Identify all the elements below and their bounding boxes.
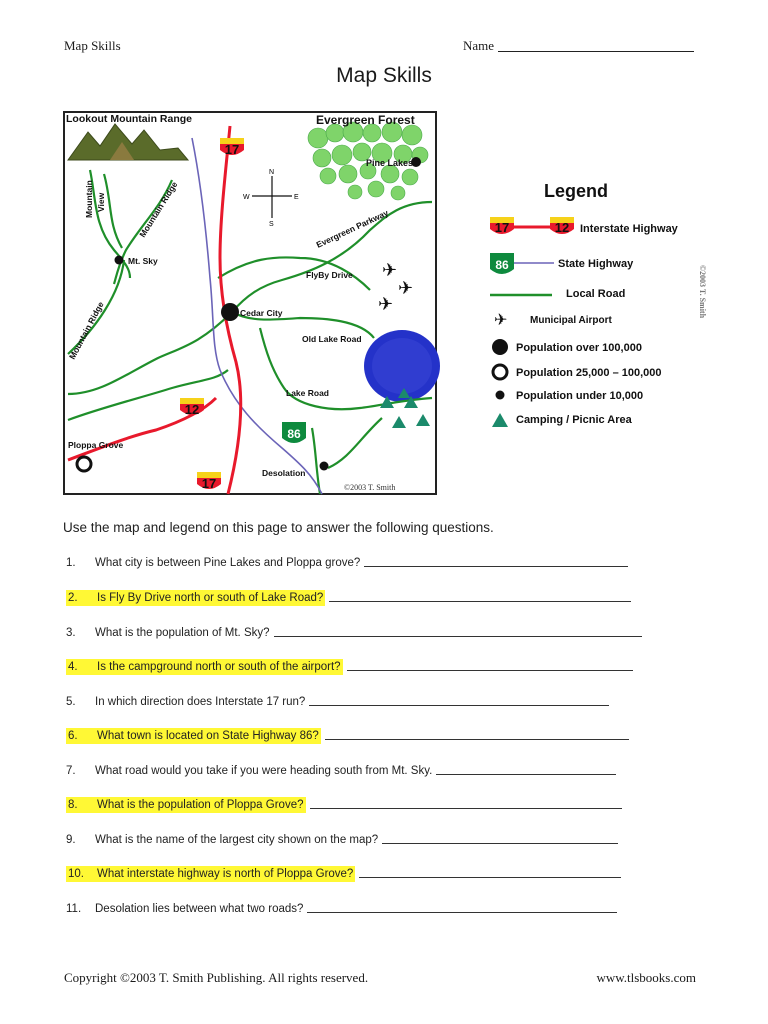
compass-e: E [294,194,299,201]
page-title: Map Skills [336,64,432,87]
svg-text:86: 86 [495,258,509,272]
label-mt-sky: Mt. Sky [128,256,158,266]
question-8: 8. What is the population of Ploppa Grove? [66,798,622,811]
legend-pop-medium-dot [493,365,507,379]
legend-airport-icon: ✈ [494,312,508,329]
label-lake-road: Lake Road [286,388,329,398]
legend-interstate-12-shield [550,217,574,235]
question-3: 3. What is the population of Mt. Sky? [66,626,642,639]
answer-line-3[interactable] [274,626,642,637]
compass-w: W [243,194,250,201]
airport-icon-2: ✈ [398,278,414,298]
question-text: What is the population of Ploppa Grove? [97,799,304,811]
question-10: 10. What interstate highway is north of Ploppa Grove? [66,867,621,880]
name-label: Name [463,38,495,53]
question-text: Is the campground north or south of the airport? [97,661,341,673]
cedar-city-dot [221,303,239,321]
legend-pop-large-dot [492,339,508,355]
label-pine-lakes: Pine Lakes [366,158,414,168]
label-evergreen-parkway: Evergreen Parkway [314,207,390,250]
svg-text:17: 17 [201,476,217,491]
svg-text:12: 12 [184,402,200,417]
legend-local-label: Local Road [566,288,626,300]
svg-text:12: 12 [554,220,570,235]
desolation-dot [320,462,329,471]
footer-copyright: Copyright ©2003 T. Smith Publishing. All rights reserved. [64,970,369,985]
question-11: 11. Desolation lies between what two roads? [66,902,617,915]
answer-line-2[interactable] [329,591,631,602]
legend-pop-small-label: Population under 10,000 [516,390,644,402]
header-left-title: Map Skills [64,38,121,53]
ploppa-grove-dot [77,457,91,471]
question-text: What is the name of the largest city shown on the map? [95,834,379,846]
label-mountain: Mountain [84,180,94,218]
airport-icon-3: ✈ [378,294,394,314]
label-mountain-ridge-bottom: Mountain Ridge [66,299,106,361]
question-text: Desolation lies between what two roads? [95,903,304,915]
svg-text:17: 17 [224,142,240,157]
question-text: What city is between Pine Lakes and Ploppa grove? [95,557,361,569]
question-5: 5. In which direction does Interstate 17 run? [66,695,609,708]
question-6: 6. What town is located on State Highway 86? [66,729,629,742]
legend-interstate-17-shield [490,217,514,235]
label-evergreen-forest: Evergreen Forest [316,113,415,127]
legend-title: Legend [544,181,609,201]
question-text: In which direction does Interstate 17 run? [95,696,306,708]
label-ploppa-grove: Ploppa Grove [68,440,124,450]
svg-text:17: 17 [494,220,510,235]
compass-s: S [269,221,274,228]
answer-line-10[interactable] [359,867,621,878]
answer-line-9[interactable] [382,833,618,844]
answer-line-5[interactable] [309,695,609,706]
legend-pop-large-label: Population over 100,000 [516,342,642,354]
question-7: 7. What road would you take if you were heading south from Mt. Sky. [66,764,616,777]
legend-pop-medium-label: Population 25,000 – 100,000 [516,367,662,379]
legend-pop-small-dot [496,391,505,400]
question-1: 1. What city is between Pine Lakes and Ploppa grove? [66,556,628,569]
legend-state-86-shield [490,253,514,274]
legend-state-label: State Highway [558,258,634,270]
legend-copyright: ©2003 T. Smith [698,265,707,319]
legend-interstate-label: Interstate Highway [580,223,678,235]
mt-sky-dot [115,256,124,265]
question-2: 2. Is Fly By Drive north or south of Lake Road? [66,591,631,604]
label-view: View [96,192,106,212]
label-flyby-drive: FlyBy Drive [306,270,353,280]
map [60,108,440,498]
name-line [498,39,694,52]
label-mountain-range: Lookout Mountain Range [66,113,192,125]
label-mountain-ridge-top: Mountain Ridge [137,179,180,240]
question-4: 4. Is the campground north or south of the airport? [66,660,633,673]
answer-line-11[interactable] [307,902,617,913]
question-text: What is the population of Mt. Sky? [95,627,270,639]
name-field[interactable] [463,38,694,54]
legend-camping-icon [492,413,508,427]
answer-line-8[interactable] [310,798,622,809]
legend-camping-label: Camping / Picnic Area [516,414,632,426]
question-text: What road would you take if you were heading south from Mt. Sky. [95,765,433,777]
answer-line-4[interactable] [347,660,633,671]
label-cedar-city: Cedar City [240,308,283,318]
instructions: Use the map and legend on this page to answer the following questions. [63,520,494,535]
svg-text:86: 86 [287,427,301,441]
label-desolation: Desolation [262,468,306,478]
map-copyright: ©2003 T. Smith [344,483,396,492]
state-86-shield [282,422,306,443]
answer-line-7[interactable] [436,764,616,775]
question-text: Is Fly By Drive north or south of Lake Road? [97,592,324,604]
compass-n: N [269,169,275,176]
label-old-lake-road: Old Lake Road [302,334,362,344]
legend-airport-label: Municipal Airport [530,315,612,326]
legend [486,175,706,435]
question-9: 9. What is the name of the largest city shown on the map? [66,833,618,846]
answer-line-6[interactable] [325,729,629,740]
question-text: What town is located on State Highway 86? [97,730,319,742]
airport-icon-1: ✈ [382,260,398,280]
footer-website-link[interactable]: www.tlsbooks.com [596,970,696,985]
question-text: What interstate highway is north of Ploppa Grove? [97,868,354,880]
answer-line-1[interactable] [364,556,628,567]
